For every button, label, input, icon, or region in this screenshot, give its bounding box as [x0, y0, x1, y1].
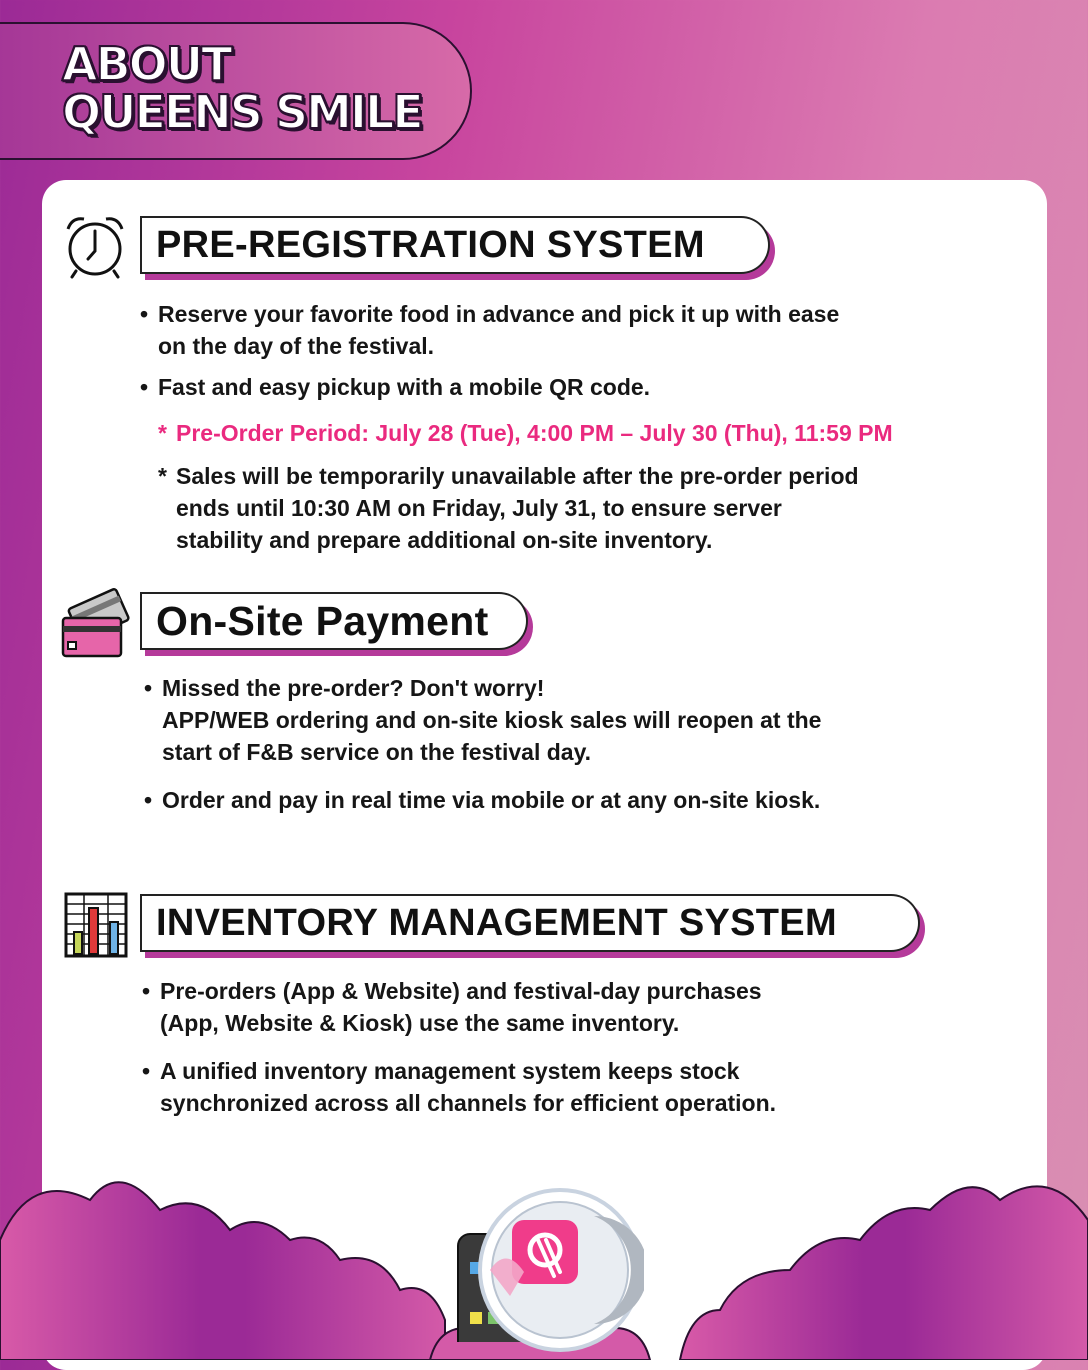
list-item-line: Fast and easy pickup with a mobile QR code. [158, 374, 651, 400]
alarm-clock-icon [62, 213, 128, 279]
note-line: stability and prepare additional on-site inventory. [176, 527, 713, 553]
list-item-line: Order and pay in real time via mobile or at any on-site kiosk. [162, 787, 821, 813]
queens-smile-q-logo-icon [476, 1186, 644, 1354]
brand-title-line1: ABOUT [62, 37, 231, 91]
list-item [140, 298, 840, 362]
list-item [142, 975, 762, 1039]
bullet-dot: • [142, 1058, 151, 1084]
list-item-line: synchronized across all channels for efficient operation. [160, 1090, 777, 1116]
pre-order-period-note [158, 417, 893, 449]
list-item-line: Pre-orders (App & Website) and festival-day purchases [160, 978, 762, 1004]
list-item-line: A unified inventory management system keeps stock [160, 1058, 740, 1084]
list-item-line: Reserve your favorite food in advance and pick it up with ease [158, 301, 840, 327]
bullet-dot: • [142, 978, 151, 1004]
asterisk: * [158, 463, 167, 489]
credit-card-icon [58, 588, 132, 660]
section-title-pre-registration [140, 216, 770, 274]
bar-chart-board-icon [64, 892, 128, 958]
bullet-dot: • [140, 301, 149, 327]
section-title-on-site-payment [140, 592, 528, 650]
section-title-inventory-management [140, 894, 920, 952]
list-item-line: Missed the pre-order? Don't worry! [162, 675, 545, 701]
section-heading: On-Site Payment [156, 597, 489, 644]
list-item-line: APP/WEB ordering and on-site kiosk sales will reopen at the [162, 707, 822, 733]
list-item [142, 1055, 777, 1119]
bullet-dot: • [144, 787, 153, 813]
brand-title [62, 37, 422, 139]
note-line: Sales will be temporarily unavailable after the pre-order period [176, 463, 859, 489]
bullet-dot: • [144, 675, 153, 701]
list-item [144, 784, 821, 816]
section-heading: INVENTORY MANAGEMENT SYSTEM [156, 901, 837, 944]
asterisk: * [158, 420, 167, 446]
brand-title-line2: QUEENS SMILE [62, 85, 422, 139]
list-item-line: start of F&B service on the festival day. [162, 739, 592, 765]
list-item [140, 371, 651, 403]
list-item-line: on the day of the festival. [158, 333, 435, 359]
sales-unavailable-note [158, 460, 859, 556]
list-item [144, 672, 822, 768]
note-line: ends until 10:30 AM on Friday, July 31, to ensure server [176, 495, 782, 521]
list-item-line: (App, Website & Kiosk) use the same inventory. [160, 1010, 680, 1036]
bullet-dot: • [140, 374, 149, 400]
section-heading: PRE-REGISTRATION SYSTEM [156, 223, 705, 266]
note-text: Pre-Order Period: July 28 (Tue), 4:00 PM – July 30 (Thu), 11:59 PM [176, 420, 893, 446]
